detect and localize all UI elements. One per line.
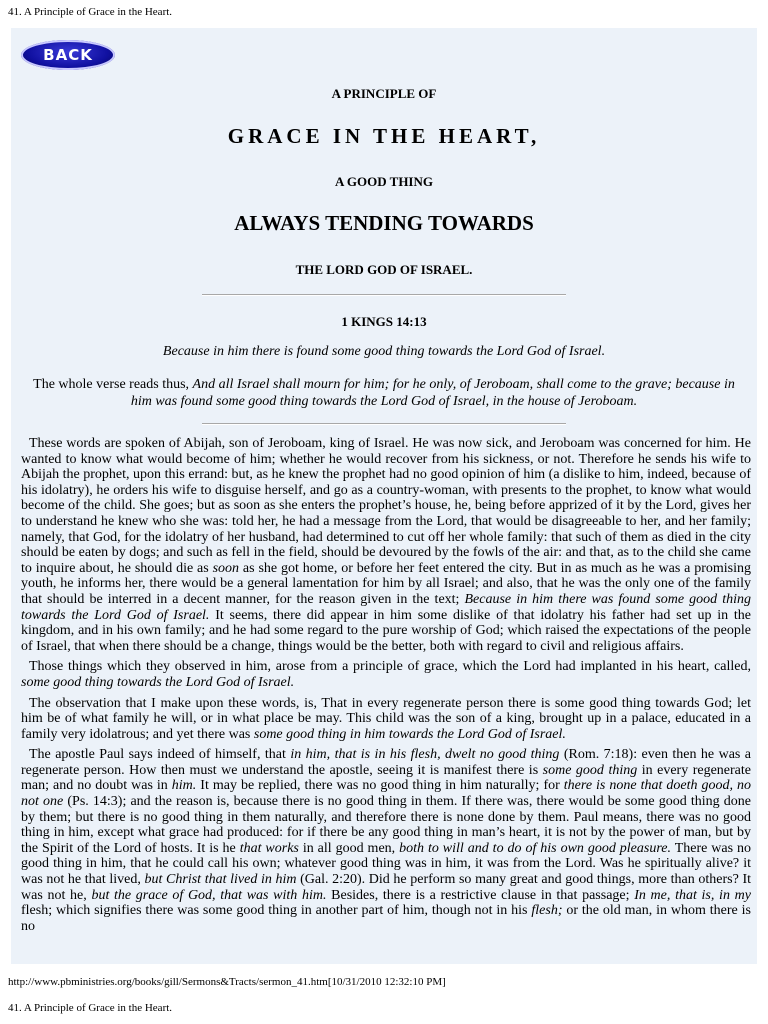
paragraph: These words are spoken of Abijah, son of Jeroboam, king of Israel. He was now sick, and Jeroboam was concerned for him. He wanted to know what would become of him; whether he would recover from his sickness, or not. Therefore he sends his wife to Abijah the prophet, upon this errand: but, as he knew the prophet had no good opinion of him (a dislike to him, indeed, because of his idolatry), he orders his wife to disguise herself, and go as a country-woman, with presents to the prophet, to know what would become of the child. She goes; but as soon as she enters the prophet’s house, he, being before apprized of it by the Lord, gives her to understand he knew who she was: told her, he had a message from the Lord, that would be disagreeable to her, and her family; namely, that God, for the idolatry of her husband, had determined to cut off her whole family: that such of them as died in the city should be eaten by dogs; and such as fell in the field, should be devoured by the fowls of the air: and that, as to the child she came to inquire about, he should die as soon as she got home, or before her feet entered the city. But in as much as he was a promising youth, he informs her, there would be a general lamentation for him by all Israel; and also, that he was the only one of the family that should be interred in a decent manner, for the reason given in the text; Because in him there was found some good thing towards the Lord God of Israel. It seems, there did appear in him some dislike of that idolatry his father had set up in the kingdom, and in his own family; and he had some regard to the pure worship of God; which raised the expectations of the people of Israel, that when there should be a change, things would be the better, both with regard to civil and religious affairs.	[21, 436, 752, 654]
title-line-3: A GOOD THING	[334, 174, 433, 189]
footer-page-title: 41. A Principle of Grace in the Heart.	[8, 1002, 173, 1014]
verse-note: The whole verse reads thus, And all Israel shall mourn for him; for he only, of Jeroboam, shall come to the grave; because in him was found some good thing towards the Lord God of Israel, in the house of Jeroboam.	[33, 377, 735, 409]
document-page	[11, 28, 757, 964]
title-line-1: A PRINCIPLE OF	[331, 86, 437, 101]
scripture-reference: 1 KINGS 14:13	[341, 314, 427, 329]
title-line-4: ALWAYS TENDING TOWARDS	[234, 211, 534, 235]
divider	[202, 294, 566, 296]
divider	[202, 423, 566, 425]
browser-page-title: 41. A Principle of Grace in the Heart.	[8, 6, 173, 18]
paragraph: The apostle Paul says indeed of himself, that in him, that is in his flesh, dwelt no good thing (Rom. 7:18): even then he was a regenerate person. How then must we understand the apostle, seeing it is manifest there is some good thing in every regenerate man; and no doubt was in him. It may be replied, there was no good thing in him naturally; for there is none that doeth good, no not one (Ps. 14:3); and the reason is, because there is no good thing in them. If there was, there would be some good thing done by them; but there is no good thing in them naturally, and therefore there is none done by them. Paul means, there was no good thing in him, except what grace had produced: for if there be any good thing in man’s heart, it is not by the power of man, but by the Spirit of the Lord of hosts. It is he that works in all good men, both to will and to do of his own good pleasure. There was no good thing in him, that he could call his own; whatever good thing was in him, it was from the Lord. Was he spiritually alive? it was not he that lived, but Christ that lived in him (Gal. 2:20). Did he perform so many great and good things, more than others? It was not he, but the grace of God, that was with him. Besides, there is a restrictive clause in that passage; In me, that is, in my flesh; which signifies there was some good thing in another part of him, though not in his flesh; or the old man, in whom there is no	[21, 747, 751, 934]
title-line-5: THE LORD GOD OF ISRAEL.	[295, 262, 473, 277]
sermon-body	[21, 436, 751, 939]
text-verse: Because in him there is found some good thing towards the Lord God of Israel.	[162, 344, 606, 359]
footer-url: http://www.pbministries.org/books/gill/Sermons&Tracts/sermon_41.htm[10/31/2010 12:32:10 PM]	[8, 976, 446, 988]
back-button[interactable]: BACK	[21, 40, 115, 70]
title-line-2: GRACE IN THE HEART,	[227, 124, 541, 148]
paragraph: Those things which they observed in him, arose from a principle of grace, which the Lord had implanted in his heart, called, some good thing towards the Lord God of Israel.	[21, 659, 751, 690]
paragraph: The observation that I make upon these words, is, That in every regenerate person there is some good thing towards God; let him be of what family he will, or in what place be may. This child was the son of a king, brought up in a palace, educated in a family very idolatrous; and yet there was some good thing in him towards the Lord God of Israel.	[21, 695, 751, 742]
